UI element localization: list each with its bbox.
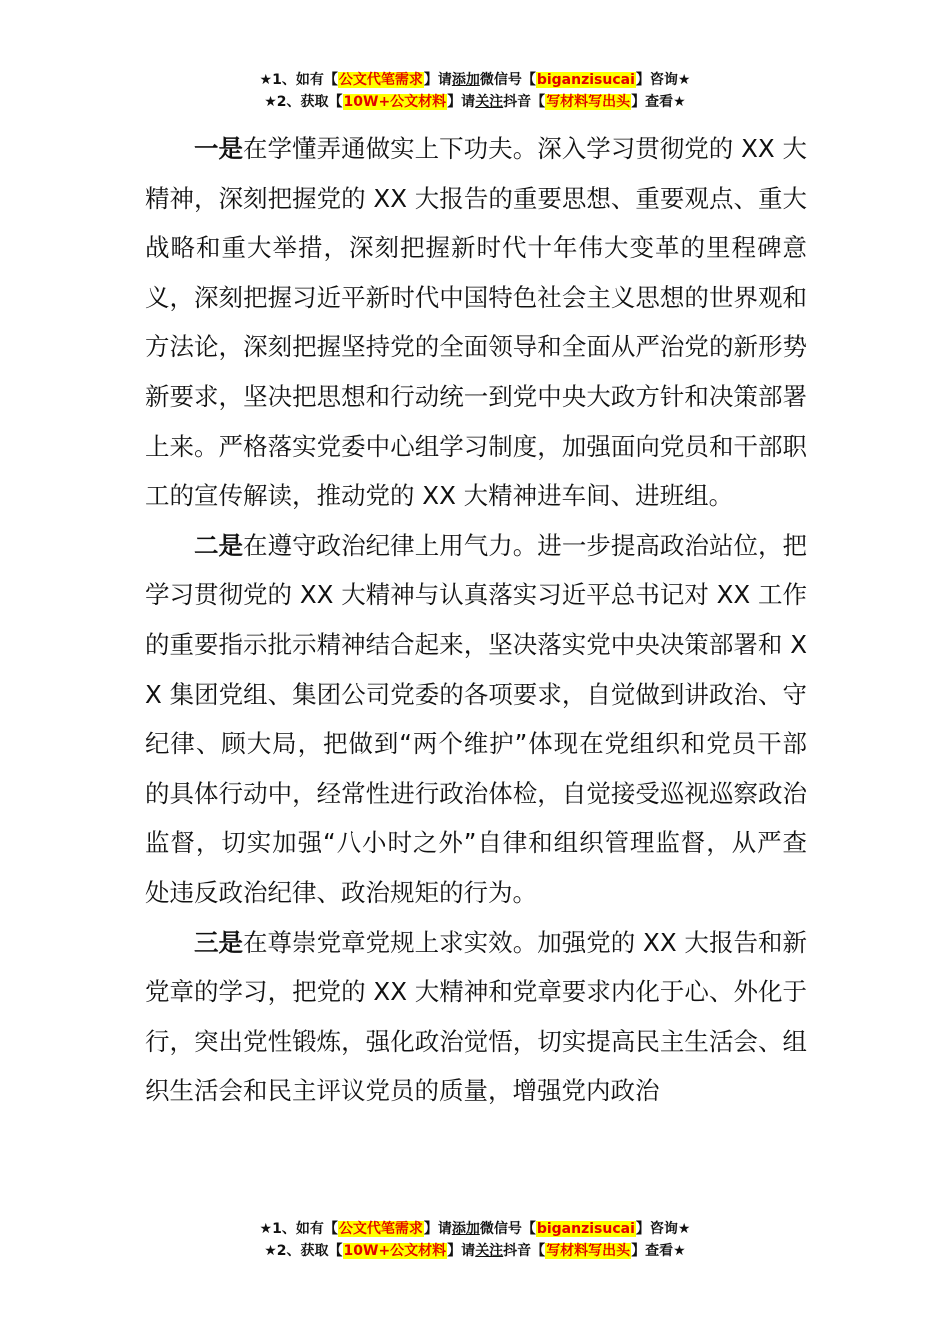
notice-highlight: 10W+公文材料 bbox=[343, 94, 447, 110]
notice-text: 】请 bbox=[447, 94, 476, 110]
notice-text: 】请 bbox=[423, 72, 452, 88]
notice-text: ★1、如有【 bbox=[259, 72, 338, 88]
notice-underlined: 关注 bbox=[475, 1243, 504, 1259]
paragraph-2 bbox=[145, 521, 807, 918]
notice-underlined: 添加 bbox=[451, 1221, 480, 1237]
header-notice bbox=[0, 69, 950, 113]
notice-text: 】请 bbox=[423, 1221, 452, 1237]
paragraph-lead: 二是 bbox=[194, 530, 244, 560]
notice-text: 】查看★ bbox=[631, 1243, 686, 1259]
notice-text: ★2、获取【 bbox=[264, 1243, 343, 1259]
notice-underlined: 关注 bbox=[475, 94, 504, 110]
paragraph-text: 在遵守政治纪律上用气力。进一步提高政治站位，把学习贯彻党的 XX 大精神与认真落实习近平总书记对 XX 工作的重要指示批示精神结合起来，坚决落实党中央决策部署和 XX 集团党组、集团公司党委的各项要求，自觉做到讲政治、守纪律、顾大局，把做到“两个维护”体现在党组织和党员干部的具体行动中，经常性进行政治体检，自觉接受巡视巡察政治监督，切实加强“八小时之外”自律和组织管理监督，从严查处违反政治纪律、政治规矩的行为。 bbox=[145, 530, 808, 907]
footer-notice bbox=[0, 1218, 950, 1262]
notice-underlined: 添加 bbox=[451, 72, 480, 88]
notice-highlight: biganzisucai bbox=[536, 72, 635, 88]
notice-highlight: 写材料写出头 bbox=[546, 94, 631, 110]
notice-text: ★1、如有【 bbox=[259, 1221, 338, 1237]
paragraph-1 bbox=[145, 124, 807, 521]
paragraph-lead: 一是 bbox=[194, 134, 244, 163]
notice-text: 】咨询★ bbox=[635, 72, 691, 88]
notice-text: 】查看★ bbox=[631, 94, 686, 110]
document-body bbox=[145, 124, 807, 1116]
notice-text: 抖音【 bbox=[503, 94, 546, 110]
notice-line-1 bbox=[0, 69, 950, 91]
notice-text: ★2、获取【 bbox=[264, 94, 343, 110]
paragraph-lead: 三是 bbox=[194, 927, 244, 957]
notice-text: 】请 bbox=[447, 1243, 476, 1259]
notice-line-1 bbox=[0, 1218, 950, 1240]
notice-highlight: biganzisucai bbox=[536, 1221, 635, 1237]
notice-highlight: 写材料写出头 bbox=[546, 1243, 631, 1259]
notice-text: 】咨询★ bbox=[635, 1221, 691, 1237]
notice-line-2 bbox=[0, 91, 950, 113]
notice-text: 抖音【 bbox=[503, 1243, 546, 1259]
notice-highlight: 公文代笔需求 bbox=[338, 72, 423, 88]
notice-text: 微信号【 bbox=[479, 72, 536, 88]
notice-highlight: 10W+公文材料 bbox=[343, 1243, 447, 1259]
paragraph-text: 在尊崇党章党规上求实效。加强党的 XX 大报告和新党章的学习，把党的 XX 大精神和党章要求内化于心、外化于行，突出党性锻炼，强化政治觉悟，切实提高民主生活会、组织生活会和民主评议党员的质量，增强党内政治 bbox=[145, 927, 807, 1106]
notice-highlight: 公文代笔需求 bbox=[338, 1221, 423, 1237]
paragraph-text: 在学懂弄通做实上下功夫。深入学习贯彻党的 XX 大精神，深刻把握党的 XX 大报告的重要思想、重要观点、重大战略和重大举措，深刻把握新时代十年伟大变革的里程碑意义，深刻把握习近平新时代中国特色社会主义思想的世界观和方法论，深刻把握坚持党的全面领导和全面从严治党的新形势新要求，坚决把思想和行动统一到党中央大政方针和决策部署上来。严格落实党委中心组学习制度，加强面向党员和干部职工的宣传解读，推动党的 XX 大精神进车间、进班组。 bbox=[145, 134, 807, 511]
notice-text: 微信号【 bbox=[479, 1221, 536, 1237]
paragraph-3 bbox=[145, 918, 807, 1116]
notice-line-2 bbox=[0, 1240, 950, 1262]
